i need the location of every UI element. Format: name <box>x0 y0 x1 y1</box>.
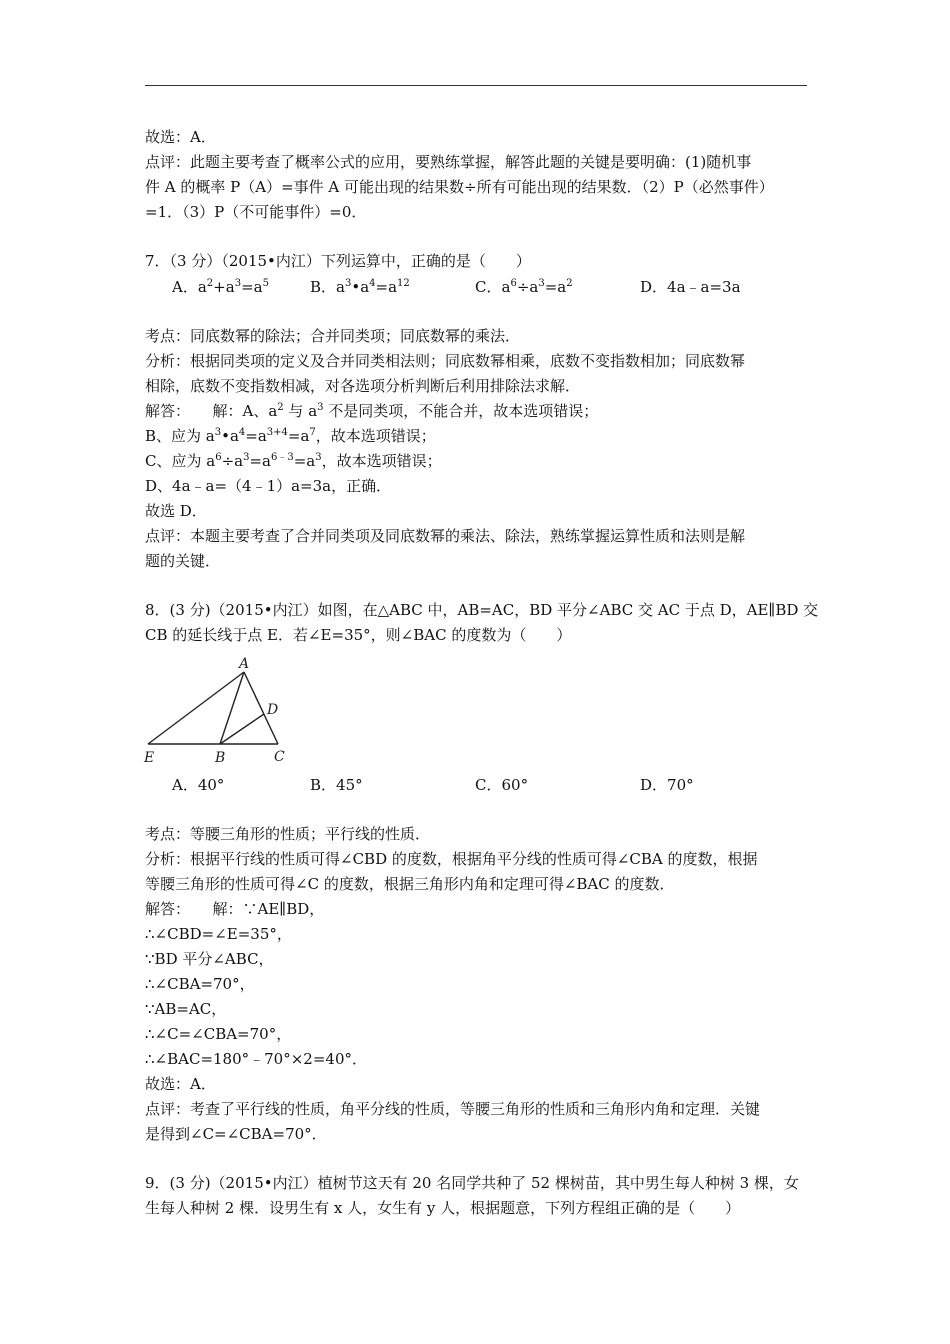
q7-option-d: D．4a﹣a=3a <box>640 278 741 296</box>
q8-comment-line2: 是得到∠C=∠CBA=70°． <box>145 1125 327 1143</box>
q7-solution-line2: B、应为 $a^3•a^4=a^{3+4}=a^7$，故本选项错误； <box>145 427 436 445</box>
q7-solution-line4: D、4a﹣a=（4﹣1）a=3a，正确． <box>145 477 392 495</box>
q7-option-c: C．$a^6\div a^3=a^2$ <box>475 278 573 296</box>
q7-solution-line1: 解答： 解：A、$a^2$ 与 $a^3$ 不是同类项，不能合并，故本选项错误； <box>145 402 599 420</box>
q9-stem-line1: 9．(3 分)（2015•内江）植树节这天有 20 名同学共种了 52 棵树苗，其中男生每人种树 3 棵，女 <box>145 1174 799 1192</box>
q7-comment-line1: 点评：本题主要考查了合并同类项及同底数幂的乘法、除法，熟练掌握运算性质和法则是解 <box>145 527 746 545</box>
q8-solution-line1: 解答： 解：∵AE∥BD， <box>145 900 325 918</box>
q7-answer: 故选 D． <box>145 502 207 520</box>
line-bd <box>220 714 264 744</box>
q9-stem-line2: 生每人种树 2 棵．设男生有 x 人，女生有 y 人，根据题意，下列方程组正确的是（ ） <box>145 1199 741 1217</box>
q8-stem-line2: CB 的延长线于点 E．若∠E=35°，则∠BAC 的度数为（ ） <box>145 626 572 644</box>
q8-solution-line2: ∴∠CBD=∠E=35°， <box>145 925 292 943</box>
q7-kaodian: 考点：同底数幂的除法；合并同类项；同底数幂的乘法． <box>145 327 521 345</box>
q7-analysis-line2: 相除，底数不变指数相减，对各选项分析判断后利用排除法求解． <box>145 377 581 395</box>
q8-solution-line6: ∴∠C=∠CBA=70°， <box>145 1025 292 1043</box>
triangle-figure <box>140 652 300 768</box>
label-e: E <box>144 750 155 766</box>
line-ab <box>220 672 244 744</box>
q8-solution-line3: ∵BD 平分∠ABC， <box>145 950 274 968</box>
label-b: B <box>215 750 226 766</box>
q7-analysis-line1: 分析：根据同类项的定义及合并同类相法则；同底数幂相乘，底数不变指数相加；同底数幂 <box>145 352 746 370</box>
q8-analysis-line1: 分析：根据平行线的性质可得∠CBD 的度数，根据角平分线的性质可得∠CBA 的度数，根据 <box>145 850 758 868</box>
q6-comment-line3: =1．（3）P（不可能事件）=0． <box>145 203 367 221</box>
q8-option-d: D．70° <box>640 776 694 794</box>
q6-comment-line1: 点评：此题主要考查了概率公式的应用，要熟练掌握，解答此题的关键是要明确：(1)随机事 <box>145 153 752 171</box>
q8-solution-line5: ∵AB=AC， <box>145 1000 227 1018</box>
q7-stem: 7．（3 分）（2015•内江）下列运算中，正确的是（ ） <box>145 252 531 270</box>
q6-comment-line2: 件 A 的概率 P（A）=事件 A 可能出现的结果数÷所有可能出现的结果数．（2）P（必然事件） <box>145 178 774 196</box>
q6-answer: 故选：A． <box>145 128 216 146</box>
header-rule <box>145 85 807 86</box>
q8-option-c: C．60° <box>475 776 529 794</box>
q8-option-b: B．45° <box>310 776 363 794</box>
label-d: D <box>267 702 279 718</box>
q8-solution-line7: ∴∠BAC=180°﹣70°×2=40°． <box>145 1050 367 1068</box>
q8-kaodian: 考点：等腰三角形的性质；平行线的性质． <box>145 825 431 843</box>
q7-option-a: A．$a^2+a^3=a^5$ <box>172 278 269 296</box>
q8-option-a: A．40° <box>172 776 225 794</box>
q8-comment-line1: 点评：考查了平行线的性质，角平分线的性质，等腰三角形的性质和三角形内角和定理．关键 <box>145 1100 761 1118</box>
q8-answer: 故选：A． <box>145 1075 216 1093</box>
label-c: C <box>274 749 285 765</box>
line-ea <box>148 672 244 744</box>
q7-solution-line3: C、应为 $a^6\div a^3=a^{6﹣3}=a^3$，故本选项错误； <box>145 452 442 470</box>
q7-option-b: B．$a^3•a^4=a^{12}$ <box>310 278 410 296</box>
q8-stem-line1: 8．(3 分)（2015•内江）如图，在△ABC 中，AB=AC，BD 平分∠ABC 交 AC 于点 D，AE∥BD 交 <box>145 601 819 619</box>
q7-comment-line2: 题的关键． <box>145 552 221 570</box>
q8-analysis-line2: 等腰三角形的性质可得∠C 的度数，根据三角形内角和定理可得∠BAC 的度数． <box>145 875 675 893</box>
label-a: A <box>239 656 250 672</box>
q8-solution-line4: ∴∠CBA=70°， <box>145 975 255 993</box>
